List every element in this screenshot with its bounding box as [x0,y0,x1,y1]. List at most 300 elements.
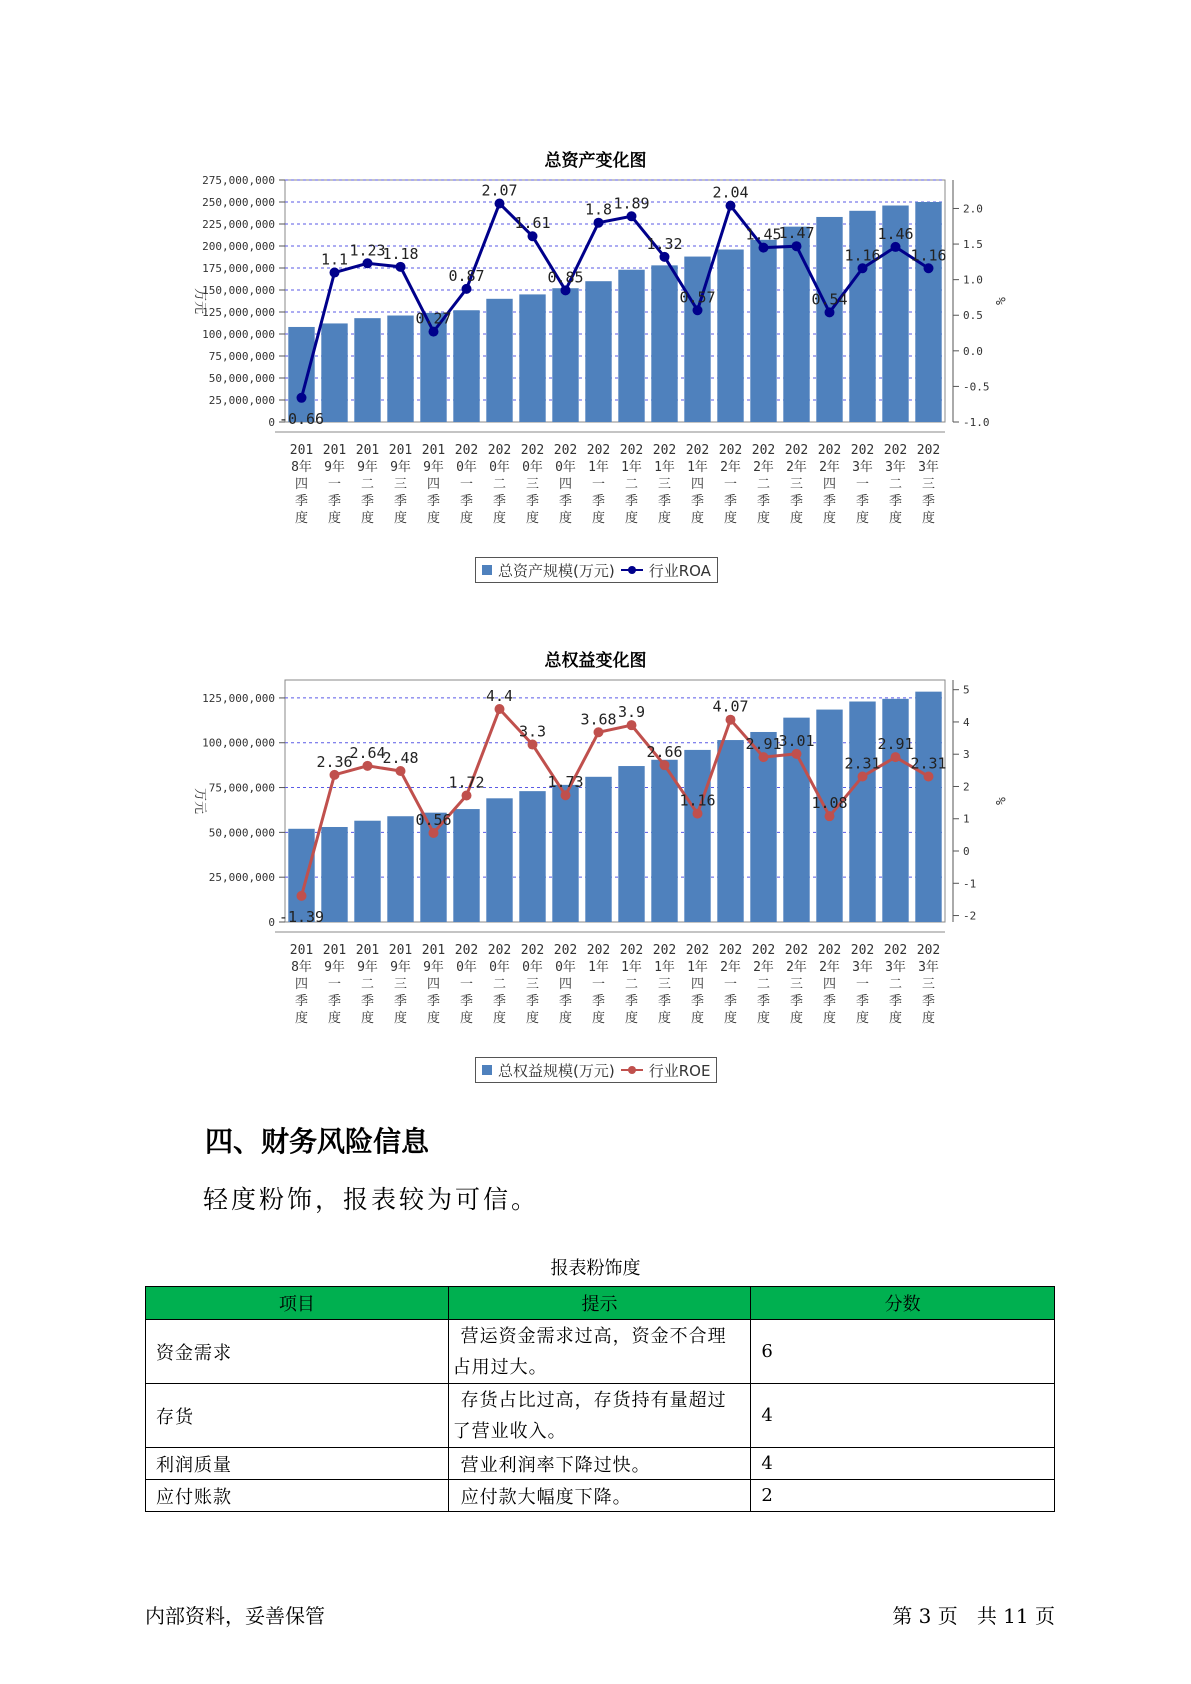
bar [552,785,578,922]
line-point [891,752,901,762]
risk-summary: 轻度粉饰，报表较为可信。 [203,1185,540,1214]
x-tick-label: 9年 [357,460,378,475]
header-score: 分数 [751,1287,1055,1320]
y-tick-label: 50,000,000 [208,826,275,840]
x-tick-label: 度 [624,1011,639,1026]
x-tick-label: 二 [492,977,507,992]
x-tick-label: 度 [393,511,408,526]
line-point [627,211,637,221]
data-label: 0.85 [547,268,584,287]
line-point [297,393,307,403]
y-axis-label: 万元 [192,787,207,815]
line-point [363,761,373,771]
x-tick-label: 度 [822,511,837,526]
x-tick-label: 四 [690,477,705,492]
data-label: 0.57 [679,288,716,307]
total-assets-chart-block [0,140,1191,590]
data-label: 0.54 [811,290,848,309]
x-tick-label: 202 [454,443,479,458]
line-point [429,828,439,838]
x-tick-label: 度 [855,511,870,526]
bar [453,809,479,922]
legend-line-swatch-icon [621,1064,643,1076]
x-tick-label: 9年 [423,460,444,475]
x-tick-label: 季 [426,494,441,509]
x-tick-label: 3年 [852,460,873,475]
x-tick-label: 度 [723,1011,738,1026]
x-tick-label: 一 [459,977,474,992]
data-label: 1.1 [320,250,349,269]
y-tick-label: 75,000,000 [208,350,275,363]
header-item: 项目 [146,1287,449,1320]
x-tick-label: 0年 [489,460,510,475]
x-tick-label: 2年 [819,960,840,975]
x-tick-label: 四 [558,477,573,492]
line-point [759,243,769,253]
x-tick-label: 度 [855,1011,870,1026]
y2-tick-label: -0.5 [963,380,990,394]
line-point [594,727,604,737]
row-hint-line: 占用过大。 [452,1356,548,1378]
line-point [858,771,868,781]
x-tick-label: 季 [558,494,573,509]
x-tick-label: 季 [591,994,606,1009]
x-tick-label: 度 [459,511,474,526]
y2-tick-label: 0 [963,845,970,859]
x-tick-label: 1年 [588,960,609,975]
x-tick-label: 度 [657,1011,672,1026]
bar [651,265,677,422]
line-point [660,760,670,770]
data-label: 3.01 [778,731,815,750]
data-label: 1.72 [448,773,485,792]
legend-line-label: 行业ROA [648,561,711,580]
data-label: -0.66 [278,409,325,428]
x-tick-label: 季 [558,994,573,1009]
x-tick-label: 季 [921,994,936,1009]
x-tick-label: 1年 [654,960,675,975]
legend-bar-label: 总资产规模(万元) [498,561,615,580]
x-tick-label: 三 [657,477,672,492]
y-tick-label: 100,000,000 [202,736,275,750]
line-point [924,771,934,781]
x-tick-label: 度 [822,1011,837,1026]
x-tick-label: 201 [355,943,380,958]
bar [915,692,941,922]
row-score: 2 [751,1480,1055,1512]
bar [849,702,875,922]
x-tick-label: 季 [822,994,837,1009]
y-tick-label: 0 [268,916,275,929]
x-tick-label: 202 [784,943,809,958]
line-point [825,811,835,821]
x-tick-label: 季 [525,494,540,509]
x-tick-label: 一 [723,477,738,492]
x-tick-label: 3年 [885,960,906,975]
x-tick-label: 202 [685,943,710,958]
line-point [363,258,373,268]
y2-tick-label: 1 [963,812,970,826]
y-tick-label: 25,000,000 [208,871,275,885]
line-point [924,263,934,273]
y2-axis-label: % [992,297,1007,305]
line-point [330,770,340,780]
line-point [462,791,472,801]
x-tick-label: 度 [459,1011,474,1026]
y-tick-label: 125,000,000 [202,306,275,319]
data-label: 3.9 [617,703,646,722]
x-tick-label: 季 [393,494,408,509]
x-tick-label: 季 [921,494,936,509]
data-label: 0.27 [415,309,452,328]
table-row [146,1480,1055,1512]
data-label: 1.8 [584,200,613,219]
x-tick-label: 季 [360,994,375,1009]
x-tick-label: 度 [591,511,606,526]
x-tick-label: 201 [388,443,413,458]
x-tick-label: 201 [289,443,314,458]
x-tick-label: 202 [883,943,908,958]
x-tick-label: 一 [459,477,474,492]
x-tick-label: 201 [355,443,380,458]
x-tick-label: 二 [624,977,639,992]
line-point [594,218,604,228]
data-label: 4.4 [485,687,514,706]
x-tick-label: 0年 [522,460,543,475]
bar [486,299,512,422]
x-tick-label: 202 [553,443,578,458]
y2-tick-label: 0.5 [963,309,983,323]
line-point [627,720,637,730]
x-tick-label: 9年 [423,960,444,975]
x-tick-label: 三 [921,977,936,992]
footer-page-number: 第 3 页 共 11 页 [892,1604,1055,1628]
total-equity-chart-block [0,640,1191,1090]
x-tick-label: 一 [855,477,870,492]
x-tick-label: 8年 [291,460,312,475]
y2-tick-label: -1.0 [963,416,990,429]
x-tick-label: 1年 [654,460,675,475]
x-tick-label: 202 [718,443,743,458]
bar [717,250,743,422]
legend-bar-swatch-icon [482,565,492,575]
x-tick-label: 0年 [456,460,477,475]
x-tick-label: 四 [690,977,705,992]
x-tick-label: 度 [327,1011,342,1026]
x-tick-label: 202 [784,443,809,458]
row-hint [448,1480,751,1512]
x-tick-label: 二 [360,477,375,492]
x-tick-label: 度 [723,511,738,526]
data-label: 2.07 [481,181,518,200]
x-tick-label: 202 [685,443,710,458]
data-label: 1.61 [514,214,551,233]
x-tick-label: 三 [789,977,804,992]
risk-table [145,1286,1055,1512]
y-tick-label: 75,000,000 [208,781,275,795]
data-label: 1.18 [382,244,419,263]
x-tick-label: 季 [855,494,870,509]
line-point [693,305,703,315]
x-tick-label: 度 [591,1011,606,1026]
x-tick-label: 度 [756,1011,771,1026]
data-label: 3.3 [518,722,547,741]
x-tick-label: 度 [327,511,342,526]
x-tick-label: 三 [525,977,540,992]
x-tick-label: 一 [327,977,342,992]
bar [651,760,677,922]
x-tick-label: 一 [327,477,342,492]
y-tick-label: 0 [268,416,275,429]
line-point [462,284,472,294]
bar [816,217,842,422]
x-tick-label: 度 [426,511,441,526]
data-label: 3.68 [580,710,617,729]
row-item: 资金需求 [146,1320,449,1384]
x-tick-label: 度 [690,511,705,526]
bar [387,316,413,422]
x-tick-label: 202 [652,943,677,958]
x-tick-label: 202 [718,943,743,958]
x-tick-label: 季 [690,994,705,1009]
x-tick-label: 度 [690,1011,705,1026]
x-tick-label: 季 [624,994,639,1009]
x-tick-label: 9年 [324,460,345,475]
x-tick-label: 202 [619,943,644,958]
x-tick-label: 2年 [786,960,807,975]
x-tick-label: 度 [756,511,771,526]
x-tick-label: 四 [822,477,837,492]
y2-tick-label: 2.0 [963,202,983,216]
x-tick-label: 二 [756,477,771,492]
bar [684,750,710,922]
bar [453,310,479,422]
y-tick-label: 225,000,000 [202,218,275,231]
line-point [759,752,769,762]
x-tick-label: 202 [454,943,479,958]
x-tick-label: 一 [723,977,738,992]
data-label: 1.16 [910,246,947,265]
line-point [396,766,406,776]
x-tick-label: 202 [850,443,875,458]
total-assets-chart-title: 总资产变化图 [544,151,647,171]
x-tick-label: 1年 [621,460,642,475]
y-tick-label: 275,000,000 [202,174,275,187]
x-tick-label: 季 [492,494,507,509]
x-tick-label: 季 [789,494,804,509]
x-tick-label: 度 [789,1011,804,1026]
x-tick-label: 四 [426,977,441,992]
x-tick-label: 度 [525,511,540,526]
y2-tick-label: 1.5 [963,238,983,252]
y2-tick-label: 4 [963,715,970,729]
line-point [726,201,736,211]
y-tick-label: 125,000,000 [202,691,275,705]
x-tick-label: 202 [751,943,776,958]
x-tick-label: 9年 [357,960,378,975]
y-tick-label: 250,000,000 [202,196,275,209]
bar [750,240,776,422]
data-label: 1.16 [679,791,716,810]
x-tick-label: 四 [426,477,441,492]
x-tick-label: 202 [850,943,875,958]
x-tick-label: 三 [657,977,672,992]
row-hint [448,1384,751,1448]
row-hint [448,1320,751,1384]
x-tick-label: 202 [586,443,611,458]
line-point [693,809,703,819]
row-hint [448,1448,751,1480]
x-tick-label: 二 [888,977,903,992]
bar [882,699,908,922]
data-label: 2.66 [646,743,683,762]
x-tick-label: 度 [558,511,573,526]
line-point [495,198,505,208]
data-label: 2.48 [382,748,419,767]
data-label: 1.16 [844,246,881,265]
x-tick-label: 季 [327,994,342,1009]
x-tick-label: 0年 [489,960,510,975]
x-tick-label: 度 [921,1011,936,1026]
line-point [792,749,802,759]
bar [321,323,347,422]
line-point [330,268,340,278]
y-tick-label: 175,000,000 [202,262,275,275]
x-tick-label: 季 [294,494,309,509]
x-tick-label: 季 [459,994,474,1009]
y-tick-label: 100,000,000 [202,328,275,341]
data-label: 1.46 [877,224,914,243]
x-tick-label: 四 [294,977,309,992]
x-tick-label: 度 [789,511,804,526]
line-point [561,790,571,800]
row-item: 应付账款 [146,1480,449,1512]
legend-line-label: 行业ROE [648,1061,711,1080]
x-tick-label: 度 [558,1011,573,1026]
x-tick-label: 度 [492,1011,507,1026]
data-label: 2.04 [712,183,749,202]
x-tick-label: 季 [624,494,639,509]
legend-line-swatch-icon [621,564,643,576]
line-point [396,262,406,272]
data-label: 2.31 [844,754,881,773]
x-tick-label: 季 [789,994,804,1009]
x-tick-label: 202 [916,443,941,458]
row-hint-line: 存货占比过高，存货持有量超过 [460,1389,727,1411]
x-tick-label: 2年 [786,460,807,475]
x-tick-label: 1年 [621,960,642,975]
data-label: 1.08 [811,794,848,813]
y2-tick-label: 1.0 [963,273,983,287]
x-tick-label: 三 [921,477,936,492]
line-point [561,285,571,295]
data-label: 1.32 [646,234,683,253]
x-tick-label: 202 [520,443,545,458]
x-tick-label: 202 [817,943,842,958]
x-tick-label: 三 [789,477,804,492]
y2-axis-label: % [992,797,1007,805]
total-equity-legend [475,1057,717,1083]
x-tick-label: 季 [327,494,342,509]
y-tick-label: 150,000,000 [202,284,275,297]
x-tick-label: 度 [888,511,903,526]
x-tick-label: 202 [619,443,644,458]
x-tick-label: 202 [751,443,776,458]
bar [486,798,512,922]
x-tick-label: 202 [520,943,545,958]
x-tick-label: 2年 [753,460,774,475]
row-hint-line: 了营业收入。 [452,1420,567,1442]
line-point [660,252,670,262]
row-item: 利润质量 [146,1448,449,1480]
line-point [891,242,901,252]
x-tick-label: 2年 [819,460,840,475]
line-point [495,704,505,714]
x-tick-label: 9年 [324,960,345,975]
x-tick-label: 2年 [720,960,741,975]
x-tick-label: 度 [294,1011,309,1026]
bar [321,827,347,922]
total-assets-chart [0,170,1191,570]
x-tick-label: 202 [586,943,611,958]
x-tick-label: 季 [822,494,837,509]
section-heading: 四、财务风险信息 [205,1125,430,1158]
x-tick-label: 度 [921,511,936,526]
x-tick-label: 3年 [885,460,906,475]
x-tick-label: 季 [756,994,771,1009]
line-point [792,241,802,251]
x-tick-label: 季 [525,994,540,1009]
x-tick-label: 3年 [852,960,873,975]
data-label: 1.23 [349,241,386,260]
bar [354,318,380,422]
table-row [146,1384,1055,1448]
x-tick-label: 季 [855,994,870,1009]
legend-bar-swatch-icon [482,1065,492,1075]
x-tick-label: 一 [591,977,606,992]
x-tick-label: 201 [421,943,446,958]
x-tick-label: 202 [817,443,842,458]
x-tick-label: 三 [525,477,540,492]
data-label: 2.31 [910,754,947,773]
x-tick-label: 0年 [555,460,576,475]
x-tick-label: 度 [426,1011,441,1026]
x-tick-label: 一 [855,977,870,992]
x-tick-label: 202 [487,443,512,458]
x-tick-label: 四 [822,977,837,992]
total-assets-legend [475,557,718,583]
data-label: 1.47 [778,224,815,243]
x-tick-label: 度 [888,1011,903,1026]
data-label: 1.73 [547,773,584,792]
line-point [429,327,439,337]
row-hint-line: 营业利润率下降过快。 [460,1454,651,1476]
x-tick-label: 2年 [753,960,774,975]
x-tick-label: 202 [553,943,578,958]
x-tick-label: 202 [916,943,941,958]
x-tick-label: 度 [360,1011,375,1026]
x-tick-label: 9年 [390,460,411,475]
y2-tick-label: 2 [963,780,970,794]
x-tick-label: 季 [888,494,903,509]
bar [849,211,875,422]
row-hint-line: 营运资金需求过高，资金不合理 [460,1325,727,1347]
x-tick-label: 季 [888,994,903,1009]
total-equity-chart-title: 总权益变化图 [544,651,647,671]
x-tick-label: 二 [756,977,771,992]
row-score: 4 [751,1384,1055,1448]
x-tick-label: 季 [690,494,705,509]
